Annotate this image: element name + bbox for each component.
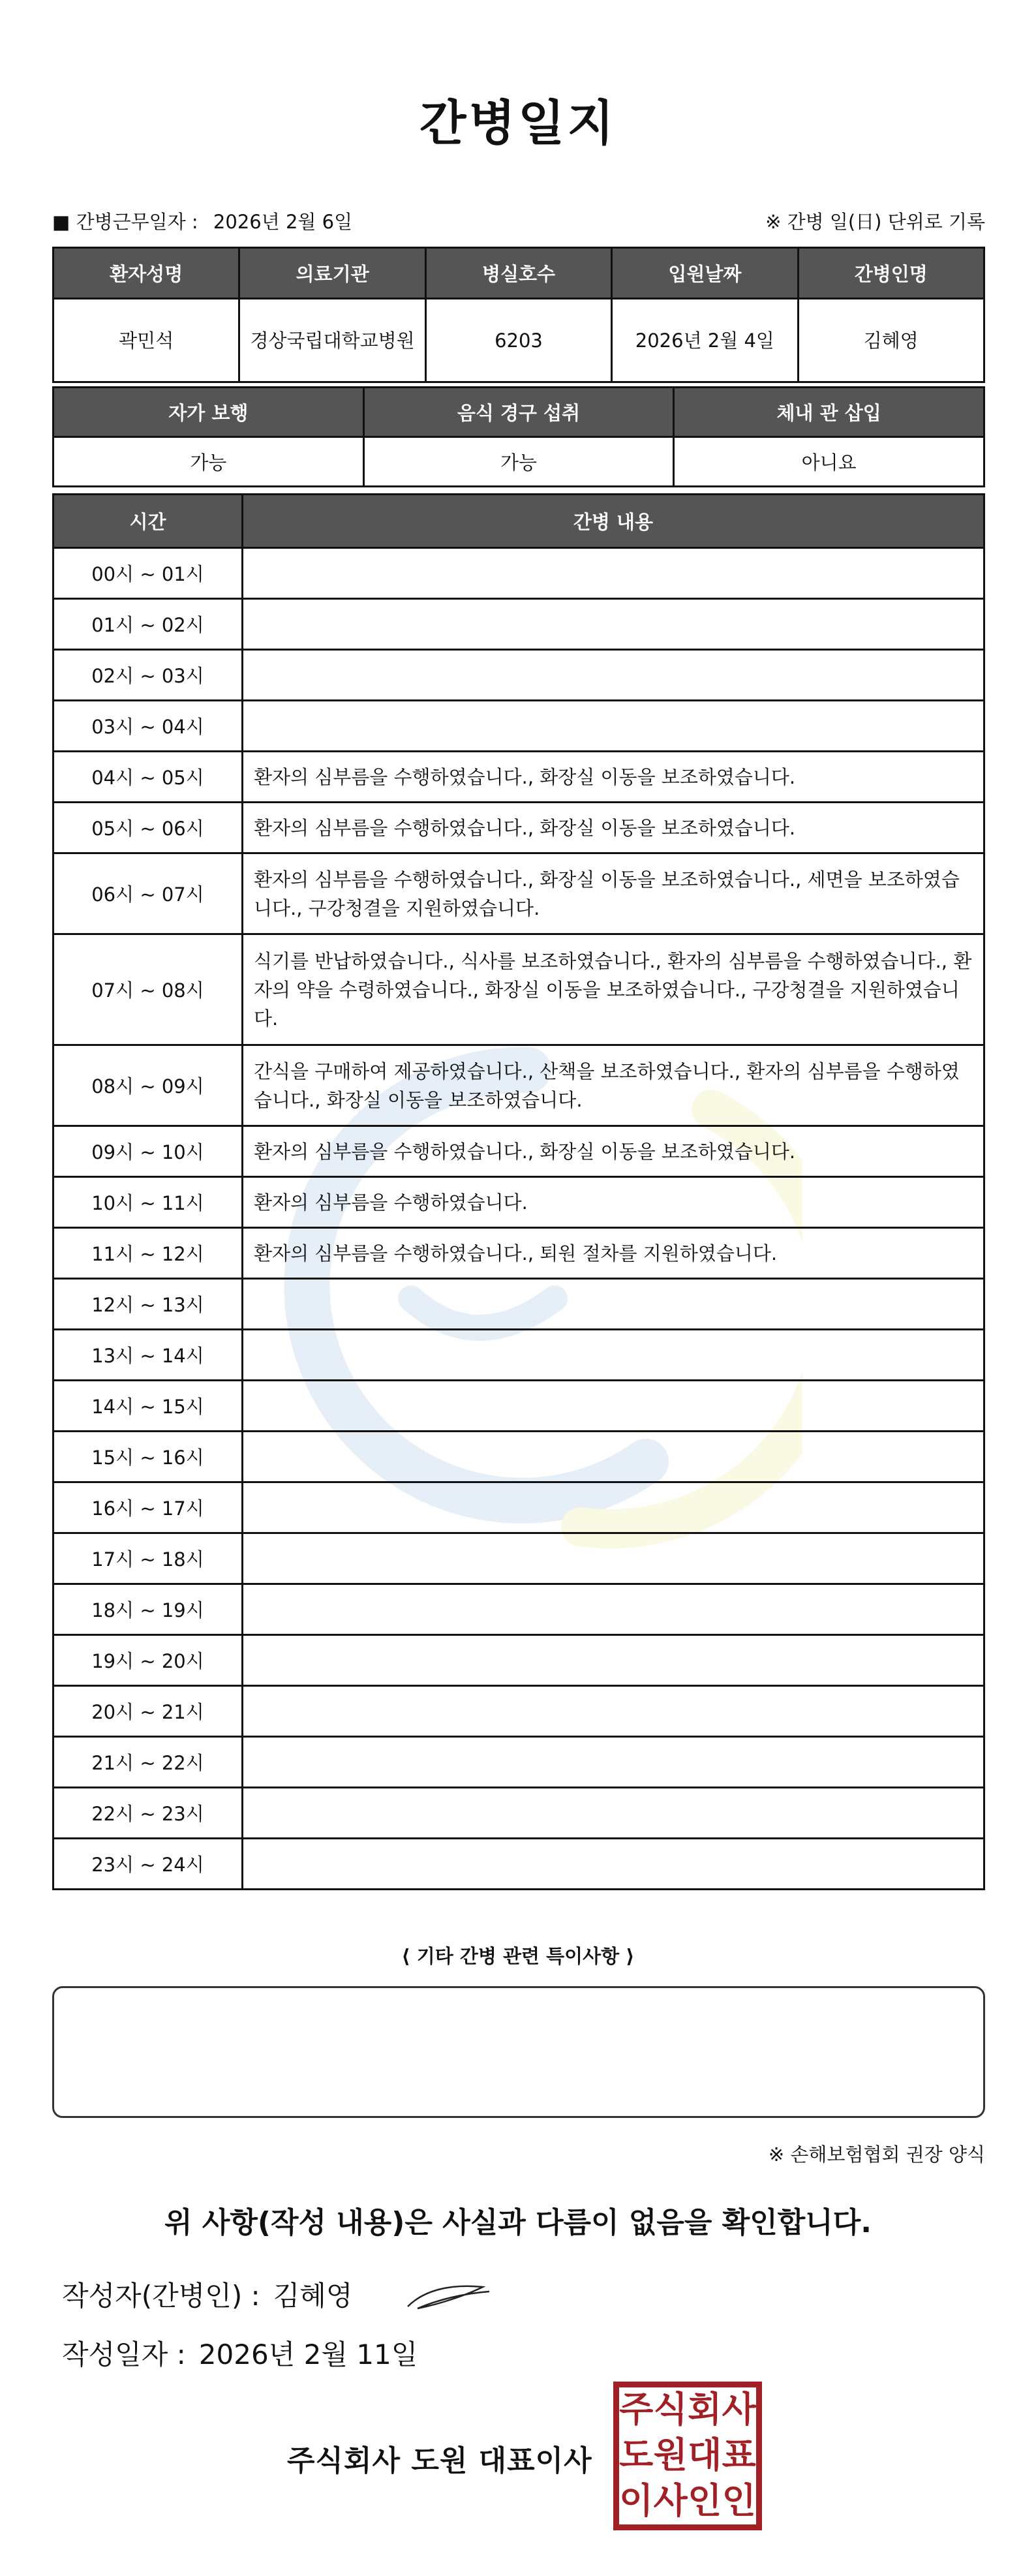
work-date — [52, 207, 352, 234]
care-content — [243, 1788, 984, 1839]
table-row — [53, 1635, 984, 1686]
time-slot: 04시 ~ 05시 — [53, 752, 243, 803]
header-patient-name: 환자성명 — [53, 248, 239, 299]
care-content — [243, 1482, 984, 1533]
seal-char: 이 — [619, 2480, 654, 2521]
table-row — [53, 1839, 984, 1890]
time-slot: 07시 ~ 08시 — [53, 934, 243, 1045]
oral-intake-value: 가능 — [363, 437, 674, 487]
writer-name: 김혜영 — [273, 2280, 353, 2312]
table-row — [53, 934, 984, 1045]
page-title: 간병일지 — [419, 95, 617, 151]
care-content — [243, 1635, 984, 1686]
table-row — [53, 1788, 984, 1839]
care-content — [243, 1737, 984, 1788]
table-row — [53, 803, 984, 853]
header-caregiver-name: 간병인명 — [798, 248, 984, 299]
table-row — [53, 1432, 984, 1482]
time-slot: 13시 ~ 14시 — [53, 1330, 243, 1381]
table-row — [53, 1686, 984, 1737]
care-content — [243, 1533, 984, 1584]
care-content: 간식을 구매하여 제공하였습니다., 산책을 보조하였습니다., 환자의 심부름을 수행하였습니다., 화장실 이동을 보조하였습니다. — [243, 1045, 984, 1126]
written-date-value: 2026년 2월 11일 — [198, 2338, 418, 2370]
care-log-table — [52, 493, 985, 1890]
time-slot: 11시 ~ 12시 — [53, 1228, 243, 1279]
time-slot: 16시 ~ 17시 — [53, 1482, 243, 1533]
table-row — [53, 853, 984, 934]
care-content — [243, 548, 984, 599]
header-oral-intake: 음식 경구 섭취 — [363, 388, 674, 437]
time-slot: 21시 ~ 22시 — [53, 1737, 243, 1788]
work-date-value: 2026년 2월 6일 — [213, 211, 353, 233]
header-time: 시간 — [53, 495, 243, 548]
care-content — [243, 701, 984, 752]
header-care-content: 간병 내용 — [243, 495, 984, 548]
header-room-number: 병실호수 — [425, 248, 611, 299]
writer-label: 작성자(간병인) : — [62, 2280, 260, 2312]
table-row — [53, 752, 984, 803]
care-content — [243, 1686, 984, 1737]
time-slot: 05시 ~ 06시 — [53, 803, 243, 853]
table-row — [53, 1381, 984, 1432]
table-row — [53, 1045, 984, 1126]
time-slot: 19시 ~ 20시 — [53, 1635, 243, 1686]
care-content — [243, 1330, 984, 1381]
time-slot: 14시 ~ 15시 — [53, 1381, 243, 1432]
seal-char: 사 — [653, 2480, 688, 2521]
care-content — [243, 1584, 984, 1635]
time-slot: 18시 ~ 19시 — [53, 1584, 243, 1635]
care-content — [243, 650, 984, 701]
time-slot: 20시 ~ 21시 — [53, 1686, 243, 1737]
time-slot: 00시 ~ 01시 — [53, 548, 243, 599]
seal-char: 회 — [688, 2389, 722, 2430]
care-content: 환자의 심부름을 수행하였습니다. — [243, 1177, 984, 1228]
meta-row — [52, 207, 985, 236]
table-row — [53, 1228, 984, 1279]
company-seal — [613, 2382, 762, 2530]
work-date-label: ■ 간병근무일자 : — [52, 211, 198, 233]
patient-status-table — [52, 386, 985, 487]
time-slot: 12시 ~ 13시 — [53, 1279, 243, 1330]
remarks-title: ⟨ 기타 간병 관련 특이사항 ⟩ — [401, 1945, 635, 1967]
record-note: ※ 간병 일(日) 단위로 기록 — [765, 211, 985, 233]
care-content: 환자의 심부름을 수행하였습니다., 화장실 이동을 보조하였습니다. — [243, 1126, 984, 1177]
time-slot: 23시 ~ 24시 — [53, 1839, 243, 1890]
care-content — [243, 1839, 984, 1890]
care-content — [243, 599, 984, 650]
table-row — [53, 650, 984, 701]
table-row — [53, 1482, 984, 1533]
seal-char: 인 — [722, 2480, 756, 2521]
writer-line — [62, 2275, 352, 2314]
header-admission-date: 입원날짜 — [612, 248, 798, 299]
care-content: 환자의 심부름을 수행하였습니다., 화장실 이동을 보조하였습니다., 세면을 보조하였습니다., 구강청결을 지원하였습니다. — [243, 853, 984, 934]
patient-info-table — [52, 247, 985, 383]
table-row — [53, 1279, 984, 1330]
seal-char: 식 — [653, 2389, 688, 2430]
seal-char: 원 — [653, 2434, 688, 2476]
written-date-label: 작성일자 : — [62, 2338, 186, 2370]
time-slot: 10시 ~ 11시 — [53, 1177, 243, 1228]
self-walking-value: 가능 — [53, 437, 364, 487]
signature-icon — [404, 2277, 496, 2316]
header-tube-insertion: 체내 관 삽입 — [674, 388, 984, 437]
care-content — [243, 1432, 984, 1482]
seal-char: 주 — [619, 2389, 654, 2430]
table-row — [53, 1533, 984, 1584]
time-slot: 15시 ~ 16시 — [53, 1432, 243, 1482]
caregiver-name: 김혜영 — [798, 299, 984, 382]
table-row — [53, 599, 984, 650]
table-row — [53, 1330, 984, 1381]
remarks-box — [52, 1986, 985, 2118]
table-row — [53, 1126, 984, 1177]
header-self-walking: 자가 보행 — [53, 388, 364, 437]
time-slot: 02시 ~ 03시 — [53, 650, 243, 701]
seal-char: 도 — [619, 2434, 654, 2476]
time-slot: 06시 ~ 07시 — [53, 853, 243, 934]
care-content — [243, 1381, 984, 1432]
table-row — [53, 701, 984, 752]
time-slot: 22시 ~ 23시 — [53, 1788, 243, 1839]
header-hospital: 의료기관 — [239, 248, 425, 299]
time-slot: 08시 ~ 09시 — [53, 1045, 243, 1126]
time-slot: 03시 ~ 04시 — [53, 701, 243, 752]
care-content: 환자의 심부름을 수행하였습니다., 퇴원 절차를 지원하였습니다. — [243, 1228, 984, 1279]
care-content: 환자의 심부름을 수행하였습니다., 화장실 이동을 보조하였습니다. — [243, 752, 984, 803]
patient-name: 곽민석 — [53, 299, 239, 382]
company-representative: 주식회사 도원 대표이사 — [287, 2444, 592, 2477]
time-slot: 01시 ~ 02시 — [53, 599, 243, 650]
table-row — [53, 548, 984, 599]
table-row — [53, 1177, 984, 1228]
seal-char: 표 — [722, 2434, 756, 2476]
recommend-note: ※ 손해보험협회 권장 양식 — [768, 2143, 985, 2166]
time-slot: 09시 ~ 10시 — [53, 1126, 243, 1177]
seal-char: 대 — [688, 2434, 722, 2476]
care-content — [243, 1279, 984, 1330]
care-content: 환자의 심부름을 수행하였습니다., 화장실 이동을 보조하였습니다. — [243, 803, 984, 853]
care-log-body — [53, 548, 984, 1890]
written-date-line — [62, 2333, 418, 2372]
room-number: 6203 — [425, 299, 611, 382]
table-row — [53, 1584, 984, 1635]
seal-char: 인 — [688, 2480, 722, 2521]
care-content: 식기를 반납하였습니다., 식사를 보조하였습니다., 환자의 심부름을 수행하였습니다., 환자의 약을 수령하였습니다., 화장실 이동을 보조하였습니다., 구강청결을 지원하였습니다. — [243, 934, 984, 1045]
hospital-name: 경상국립대학교병원 — [239, 299, 425, 382]
time-slot: 17시 ~ 18시 — [53, 1533, 243, 1584]
tube-insertion-value: 아니요 — [674, 437, 984, 487]
admission-date: 2026년 2월 4일 — [612, 299, 798, 382]
seal-char: 사 — [722, 2389, 756, 2430]
table-row — [53, 1737, 984, 1788]
confirm-statement: 위 사항(작성 내용)은 사실과 다름이 없음을 확인합니다. — [164, 2206, 872, 2239]
